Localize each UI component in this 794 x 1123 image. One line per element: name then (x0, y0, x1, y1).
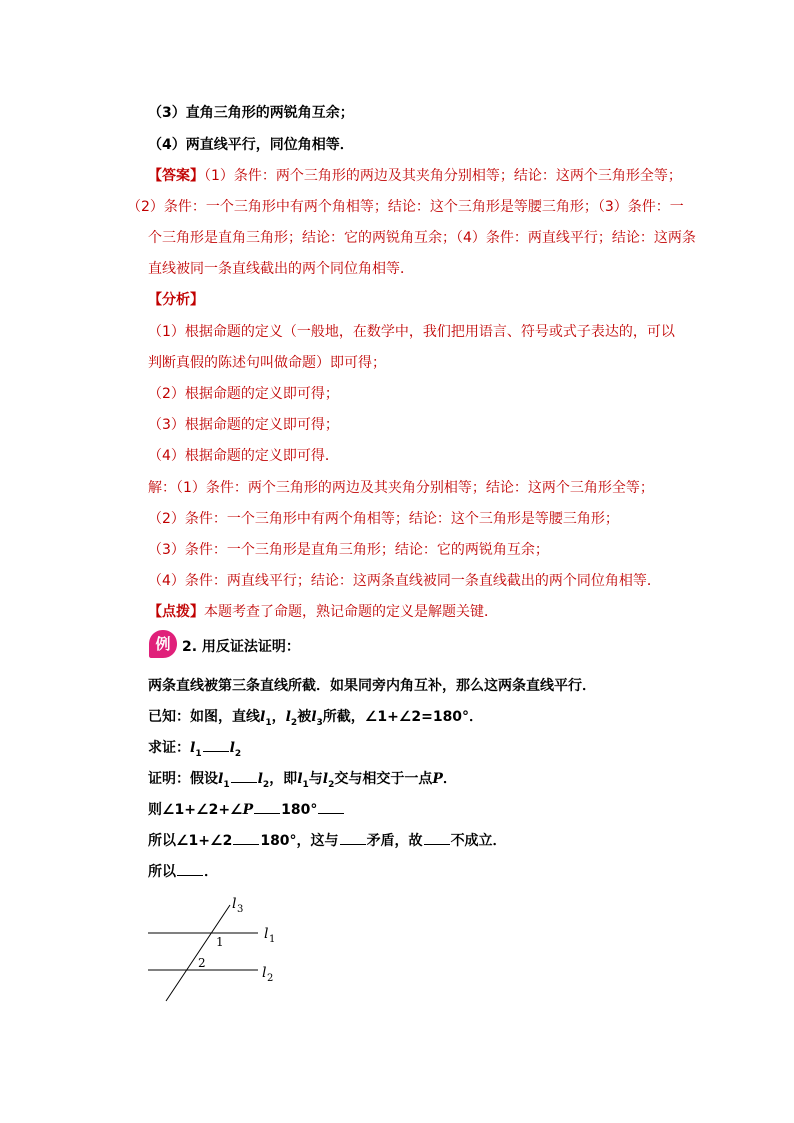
proof-l2: l (257, 771, 263, 787)
given-prefix: 已知：如图，直线 (148, 709, 260, 725)
proof-mid: ，即 (269, 771, 298, 787)
tip-line (148, 602, 498, 622)
prove-l1-sub: 1 (195, 748, 202, 759)
proof-prefix: 证明：假设 (148, 771, 218, 787)
example-statement: 两条直线被第三条直线所截．如果同旁内角互补，那么这两条直线平行． (148, 678, 596, 694)
solution-line-3: （3）条件：一个三角形是直角三角形；结论：它的两锐角互余； (148, 542, 549, 558)
given-l3: l (311, 709, 317, 725)
proof-blank[interactable] (231, 770, 257, 783)
analysis-line-4: （4）根据命题的定义即可得． (148, 448, 339, 464)
prove-blank[interactable] (203, 739, 229, 752)
tip-tag: 【点拨】 (148, 604, 204, 620)
given-mid1: ， (271, 709, 286, 725)
given-l2-sub: 2 (290, 717, 298, 728)
label-l1-sub: 1 (269, 934, 276, 945)
example-so (148, 831, 507, 851)
question-item-4: （4）两直线平行，同位角相等． (148, 137, 354, 153)
so-prefix: 所以∠1+∠2 (148, 833, 233, 849)
given-l1: l (260, 709, 266, 725)
then-blank-1[interactable] (254, 801, 280, 814)
example-prove (148, 738, 241, 764)
label-l2-sub: 2 (267, 973, 274, 984)
label-l2: l (262, 965, 267, 981)
angle-1-label: 1 (216, 935, 224, 949)
tip-text: 本题考查了命题，熟记命题的定义是解题关键． (204, 604, 498, 620)
analysis-line-1: （1）根据命题的定义（一般地，在数学中，我们把用语言、符号或式子表达的，可以 (148, 324, 675, 340)
so-blank-3[interactable] (424, 832, 450, 845)
so-mid1: 180°，这与 (260, 833, 339, 849)
so-suffix: 不成立． (450, 833, 507, 849)
answer-tag: 【答案】 (148, 168, 204, 184)
therefore-prefix: 所以 (148, 864, 176, 880)
answer-line-4: 直线被同一条直线截出的两个同位角相等． (148, 261, 414, 277)
solution-line-4: （4）条件：两直线平行；结论：这两条直线被同一条直线截出的两个同位角相等． (148, 573, 661, 589)
proof-period: ． (442, 771, 457, 787)
then-prefix: 则∠1+∠2+∠ (148, 802, 243, 818)
proof-l2-sub: 2 (262, 779, 270, 790)
answer-text-1: （1）条件：两个三角形的两边及其夹角分别相等；结论：这两个三角形全等； (204, 168, 682, 184)
proof-suffix: 交与相交于一点 (334, 771, 433, 787)
label-l3: l (232, 896, 237, 912)
given-l2: l (285, 709, 291, 725)
prove-l1: l (190, 740, 196, 756)
given-l3-sub: 3 (316, 717, 323, 728)
analysis-line-1b: 判断真假的陈述句叫做命题）即可得； (148, 355, 386, 371)
then-blank-2[interactable] (318, 801, 344, 814)
therefore-period: ． (204, 864, 218, 880)
label-l1: l (264, 926, 269, 942)
example-badge-label: 例 (155, 635, 171, 653)
then-mid: 180° (281, 802, 318, 818)
analysis-line-3: （3）根据命题的定义即可得； (148, 417, 339, 433)
proof-l1-sub: 1 (223, 779, 230, 790)
proof-l2b: l (322, 771, 329, 787)
example-therefore (148, 862, 218, 882)
therefore-blank[interactable] (177, 863, 203, 876)
so-blank-1[interactable] (233, 832, 259, 845)
then-point-p: P (242, 802, 254, 818)
prove-prefix: 求证： (148, 740, 190, 756)
line-l3 (166, 905, 230, 1001)
example-given (148, 707, 483, 733)
parallel-lines-figure (140, 893, 290, 1005)
solution-line-2: （2）条件：一个三角形中有两个角相等；结论：这个三角形是等腰三角形； (148, 511, 619, 527)
proof-mid2: 与 (308, 771, 323, 787)
analysis-line-2: （2）根据命题的定义即可得； (148, 386, 339, 402)
example-title: 2. 用反证法证明： (182, 639, 300, 655)
label-l3-sub: 3 (237, 904, 244, 915)
proof-l2b-sub: 2 (328, 779, 335, 790)
solution-line-1: 解：（1）条件：两个三角形的两边及其夹角分别相等；结论：这两个三角形全等； (148, 480, 654, 496)
question-item-3: （3）直角三角形的两锐角互余； (148, 105, 354, 121)
given-l1-sub: 1 (265, 717, 272, 728)
prove-l2: l (229, 740, 235, 756)
answer-line-3: 个三角形是直角三角形；结论：它的两锐角互余；（4）条件：两直线平行；结论：这两条 (148, 230, 696, 246)
answer-line-2: （2）条件：一个三角形中有两个角相等；结论：这个三角形是等腰三角形；（3）条件：一 (127, 199, 684, 215)
answer-line-1 (148, 166, 682, 186)
example-then (148, 800, 345, 820)
example-proof (148, 769, 457, 795)
proof-l1b: l (297, 771, 303, 787)
proof-point-p: P (432, 771, 443, 787)
so-mid2: 矛盾，故 (366, 833, 423, 849)
analysis-tag: 【分析】 (148, 292, 204, 308)
proof-l1b-sub: 1 (302, 779, 309, 790)
given-mid2: 被 (297, 709, 312, 725)
angle-2-label: 2 (198, 956, 206, 970)
example-badge-icon (148, 629, 178, 659)
so-blank-2[interactable] (340, 832, 366, 845)
prove-l2-sub: 2 (234, 748, 242, 759)
given-suffix: 所截，∠1+∠2=180°． (322, 709, 484, 725)
proof-l1: l (218, 771, 224, 787)
